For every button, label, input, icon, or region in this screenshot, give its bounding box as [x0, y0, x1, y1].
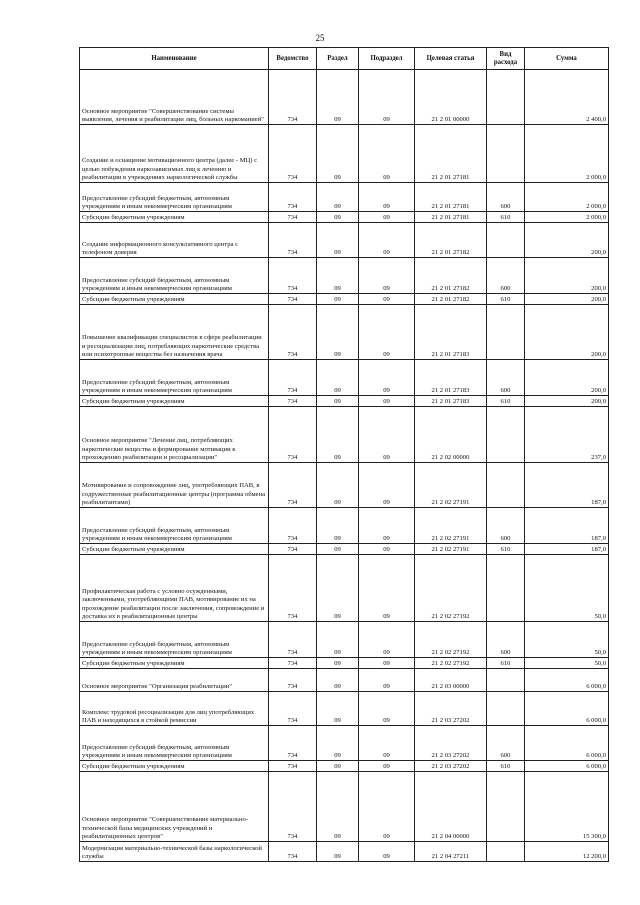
cell-target-article: 21 2 01 27182 — [415, 294, 487, 305]
cell-amount: 50,0 — [525, 622, 609, 658]
cell-name: Профилактическая работа с условно осужденными, заключенными, употребляющими ПАВ, мотивирование их на прохождение реабилитации после заключения, сопровождение и доставка их в реабилитационные центры — [80, 555, 269, 622]
cell-department: 734 — [269, 125, 317, 183]
cell-amount: 50,0 — [525, 555, 609, 622]
cell-amount: 200,0 — [525, 294, 609, 305]
cell-amount: 187,0 — [525, 463, 609, 508]
cell-department: 734 — [269, 294, 317, 305]
cell-subsection: 09 — [359, 223, 415, 258]
table-row — [80, 212, 609, 223]
cell-target-article: 21 2 01 00000 — [415, 70, 487, 125]
header-target-article: Целевая статья — [415, 48, 487, 70]
cell-section: 09 — [317, 669, 359, 692]
cell-target-article: 21 2 03 00000 — [415, 669, 487, 692]
cell-subsection: 09 — [359, 544, 415, 555]
cell-amount: 6 000,0 — [525, 726, 609, 761]
cell-expense-type — [487, 463, 525, 508]
cell-target-article: 21 2 01 27182 — [415, 258, 487, 294]
cell-expense-type: 610 — [487, 212, 525, 223]
table-row — [80, 692, 609, 726]
cell-amount: 6 000,0 — [525, 669, 609, 692]
cell-section: 09 — [317, 463, 359, 508]
table-row — [80, 463, 609, 508]
cell-expense-type — [487, 305, 525, 360]
cell-subsection: 09 — [359, 622, 415, 658]
cell-name: Основное мероприятие "Лечение лиц, потребляющих наркотические вещества и формирование мотивации к прохождению реабилитации и ресоциализации" — [80, 407, 269, 463]
cell-target-article: 21 2 02 27192 — [415, 622, 487, 658]
cell-name: Предоставление субсидий бюджетным, автономным учреждениям и иным некоммерческим организациям — [80, 360, 269, 396]
cell-amount: 200,0 — [525, 223, 609, 258]
cell-subsection: 09 — [359, 360, 415, 396]
budget-table — [79, 47, 609, 862]
cell-department: 734 — [269, 726, 317, 761]
cell-target-article: 21 2 01 27181 — [415, 212, 487, 223]
cell-target-article: 21 2 01 27181 — [415, 125, 487, 183]
cell-section: 09 — [317, 544, 359, 555]
cell-expense-type — [487, 772, 525, 842]
cell-target-article: 21 2 01 27181 — [415, 183, 487, 212]
cell-target-article: 21 2 02 27191 — [415, 508, 487, 544]
cell-amount: 187,0 — [525, 544, 609, 555]
cell-section: 09 — [317, 622, 359, 658]
cell-subsection: 09 — [359, 305, 415, 360]
table-row — [80, 223, 609, 258]
cell-section: 09 — [317, 360, 359, 396]
cell-amount: 6 000,0 — [525, 692, 609, 726]
cell-expense-type: 600 — [487, 183, 525, 212]
table-row — [80, 360, 609, 396]
cell-department: 734 — [269, 463, 317, 508]
cell-section: 09 — [317, 842, 359, 862]
cell-section: 09 — [317, 125, 359, 183]
header-amount: Сумма — [525, 48, 609, 70]
cell-department: 734 — [269, 360, 317, 396]
cell-expense-type — [487, 125, 525, 183]
cell-department: 734 — [269, 555, 317, 622]
table-row — [80, 396, 609, 407]
cell-name: Субсидии бюджетным учреждениям — [80, 658, 269, 669]
cell-department: 734 — [269, 508, 317, 544]
cell-department: 734 — [269, 658, 317, 669]
cell-subsection: 09 — [359, 396, 415, 407]
cell-section: 09 — [317, 555, 359, 622]
cell-target-article: 21 2 03 27202 — [415, 692, 487, 726]
cell-amount: 6 000,0 — [525, 761, 609, 772]
cell-target-article: 21 2 03 27202 — [415, 726, 487, 761]
cell-amount: 2 000,0 — [525, 212, 609, 223]
cell-subsection: 09 — [359, 658, 415, 669]
cell-subsection: 09 — [359, 692, 415, 726]
cell-target-article: 21 2 04 27211 — [415, 842, 487, 862]
cell-target-article: 21 2 02 27191 — [415, 463, 487, 508]
cell-department: 734 — [269, 223, 317, 258]
table-row — [80, 544, 609, 555]
cell-name: Предоставление субсидий бюджетным, автономным учреждениям и иным некоммерческим организациям — [80, 183, 269, 212]
table-row — [80, 183, 609, 212]
cell-department: 734 — [269, 212, 317, 223]
cell-section: 09 — [317, 761, 359, 772]
table-row — [80, 555, 609, 622]
table-row — [80, 726, 609, 761]
cell-department: 734 — [269, 692, 317, 726]
cell-expense-type: 600 — [487, 726, 525, 761]
cell-expense-type: 610 — [487, 658, 525, 669]
cell-department: 734 — [269, 396, 317, 407]
cell-subsection: 09 — [359, 294, 415, 305]
cell-department: 734 — [269, 761, 317, 772]
cell-amount: 15 300,0 — [525, 772, 609, 842]
cell-department: 734 — [269, 772, 317, 842]
cell-section: 09 — [317, 772, 359, 842]
cell-expense-type: 600 — [487, 508, 525, 544]
cell-expense-type — [487, 692, 525, 726]
table-row — [80, 407, 609, 463]
cell-amount: 2 000,0 — [525, 125, 609, 183]
cell-expense-type — [487, 407, 525, 463]
cell-section: 09 — [317, 658, 359, 669]
cell-expense-type: 610 — [487, 544, 525, 555]
cell-expense-type: 610 — [487, 761, 525, 772]
cell-name: Основное мероприятие "Совершенствование системы выявления, лечения и реабилитации лиц, больных наркоманией" — [80, 70, 269, 125]
table-row — [80, 658, 609, 669]
cell-section: 09 — [317, 305, 359, 360]
cell-name: Создание и оснащение мотивационного центра (далее - МЦ) с целью побуждения наркозависимых лиц к лечению и реабилитации в учреждениях наркологической службы — [80, 125, 269, 183]
header-expense-type: Вид расхода — [487, 48, 525, 70]
cell-department: 734 — [269, 669, 317, 692]
cell-name: Создание информационного консультативного центра с телефоном доверия — [80, 223, 269, 258]
cell-subsection: 09 — [359, 669, 415, 692]
table-row — [80, 622, 609, 658]
cell-name: Субсидии бюджетным учреждениям — [80, 761, 269, 772]
cell-expense-type — [487, 70, 525, 125]
cell-expense-type: 600 — [487, 258, 525, 294]
cell-name: Субсидии бюджетным учреждениям — [80, 544, 269, 555]
cell-expense-type — [487, 669, 525, 692]
table-row — [80, 669, 609, 692]
cell-expense-type — [487, 555, 525, 622]
cell-section: 09 — [317, 294, 359, 305]
cell-name: Модернизация материально-технической базы наркологической службы — [80, 842, 269, 862]
cell-target-article: 21 2 01 27183 — [415, 396, 487, 407]
table-row — [80, 294, 609, 305]
table-body — [80, 70, 609, 862]
cell-amount: 200,0 — [525, 360, 609, 396]
cell-section: 09 — [317, 508, 359, 544]
cell-amount: 187,0 — [525, 508, 609, 544]
cell-target-article: 21 2 02 27192 — [415, 658, 487, 669]
cell-department: 734 — [269, 544, 317, 555]
cell-target-article: 21 2 02 27192 — [415, 555, 487, 622]
table-row — [80, 305, 609, 360]
header-department: Ведомство — [269, 48, 317, 70]
cell-target-article: 21 2 02 00000 — [415, 407, 487, 463]
table-row — [80, 258, 609, 294]
cell-subsection: 09 — [359, 761, 415, 772]
cell-expense-type: 600 — [487, 622, 525, 658]
cell-subsection: 09 — [359, 212, 415, 223]
cell-subsection: 09 — [359, 842, 415, 862]
cell-subsection: 09 — [359, 772, 415, 842]
cell-subsection: 09 — [359, 183, 415, 212]
cell-name: Субсидии бюджетным учреждениям — [80, 212, 269, 223]
cell-name: Субсидии бюджетным учреждениям — [80, 396, 269, 407]
cell-name: Предоставление субсидий бюджетным, автономным учреждениям и иным некоммерческим организациям — [80, 622, 269, 658]
cell-name: Основное мероприятие "Совершенствование материально-технической базы медицинских учреждений и реабилитационных центров" — [80, 772, 269, 842]
cell-amount: 200,0 — [525, 305, 609, 360]
cell-department: 734 — [269, 70, 317, 125]
cell-target-article: 21 2 01 27182 — [415, 223, 487, 258]
table-header-row — [80, 48, 609, 70]
cell-target-article: 21 2 03 27202 — [415, 761, 487, 772]
cell-subsection: 09 — [359, 407, 415, 463]
cell-subsection: 09 — [359, 125, 415, 183]
cell-section: 09 — [317, 258, 359, 294]
cell-target-article: 21 2 02 27191 — [415, 544, 487, 555]
cell-department: 734 — [269, 258, 317, 294]
table-row — [80, 508, 609, 544]
cell-section: 09 — [317, 692, 359, 726]
cell-expense-type — [487, 842, 525, 862]
cell-section: 09 — [317, 70, 359, 125]
table-row — [80, 125, 609, 183]
cell-department: 734 — [269, 183, 317, 212]
cell-name: Основное мероприятие "Организация реабилитации" — [80, 669, 269, 692]
cell-amount: 200,0 — [525, 258, 609, 294]
cell-name: Повышение квалификации специалистов в сфере реабилитации и ресоциализации лиц, потребляющих наркотические средства или психотропные вещества без назначения врача — [80, 305, 269, 360]
cell-section: 09 — [317, 726, 359, 761]
cell-name: Мотивирование и сопровождение лиц, употребляющих ПАВ, в содружественные реабилитационные центры (программа обмена реабилитантами) — [80, 463, 269, 508]
cell-target-article: 21 2 01 27183 — [415, 305, 487, 360]
table-row — [80, 772, 609, 842]
table-row — [80, 761, 609, 772]
cell-subsection: 09 — [359, 555, 415, 622]
cell-amount: 200,0 — [525, 396, 609, 407]
cell-expense-type — [487, 223, 525, 258]
cell-section: 09 — [317, 212, 359, 223]
cell-expense-type: 610 — [487, 396, 525, 407]
header-subsection: Подраздел — [359, 48, 415, 70]
page-number: 25 — [315, 33, 325, 43]
cell-amount: 237,0 — [525, 407, 609, 463]
table-row — [80, 70, 609, 125]
cell-amount: 50,0 — [525, 658, 609, 669]
cell-amount: 12 200,0 — [525, 842, 609, 862]
cell-name: Предоставление субсидий бюджетным, автономным учреждениям и иным некоммерческим организациям — [80, 508, 269, 544]
header-section: Раздел — [317, 48, 359, 70]
cell-department: 734 — [269, 305, 317, 360]
cell-subsection: 09 — [359, 508, 415, 544]
cell-amount: 2 000,0 — [525, 183, 609, 212]
cell-amount: 2 400,0 — [525, 70, 609, 125]
cell-section: 09 — [317, 396, 359, 407]
header-name: Наименование — [80, 48, 269, 70]
cell-name: Комплекс трудовой ресоциализации для лиц употребляющих ПАВ и находящихся в стойкой ремиссии — [80, 692, 269, 726]
cell-section: 09 — [317, 183, 359, 212]
cell-expense-type: 610 — [487, 294, 525, 305]
cell-name: Предоставление субсидий бюджетным, автономным учреждениям и иным некоммерческим организациям — [80, 258, 269, 294]
cell-target-article: 21 2 04 00000 — [415, 772, 487, 842]
cell-section: 09 — [317, 223, 359, 258]
cell-department: 734 — [269, 622, 317, 658]
cell-subsection: 09 — [359, 258, 415, 294]
cell-name: Субсидии бюджетным учреждениям — [80, 294, 269, 305]
table-row — [80, 842, 609, 862]
cell-expense-type: 600 — [487, 360, 525, 396]
cell-department: 734 — [269, 407, 317, 463]
cell-subsection: 09 — [359, 726, 415, 761]
cell-department: 734 — [269, 842, 317, 862]
cell-name: Предоставление субсидий бюджетным, автономным учреждениям и иным некоммерческим организациям — [80, 726, 269, 761]
cell-subsection: 09 — [359, 463, 415, 508]
cell-subsection: 09 — [359, 70, 415, 125]
cell-section: 09 — [317, 407, 359, 463]
cell-target-article: 21 2 01 27183 — [415, 360, 487, 396]
